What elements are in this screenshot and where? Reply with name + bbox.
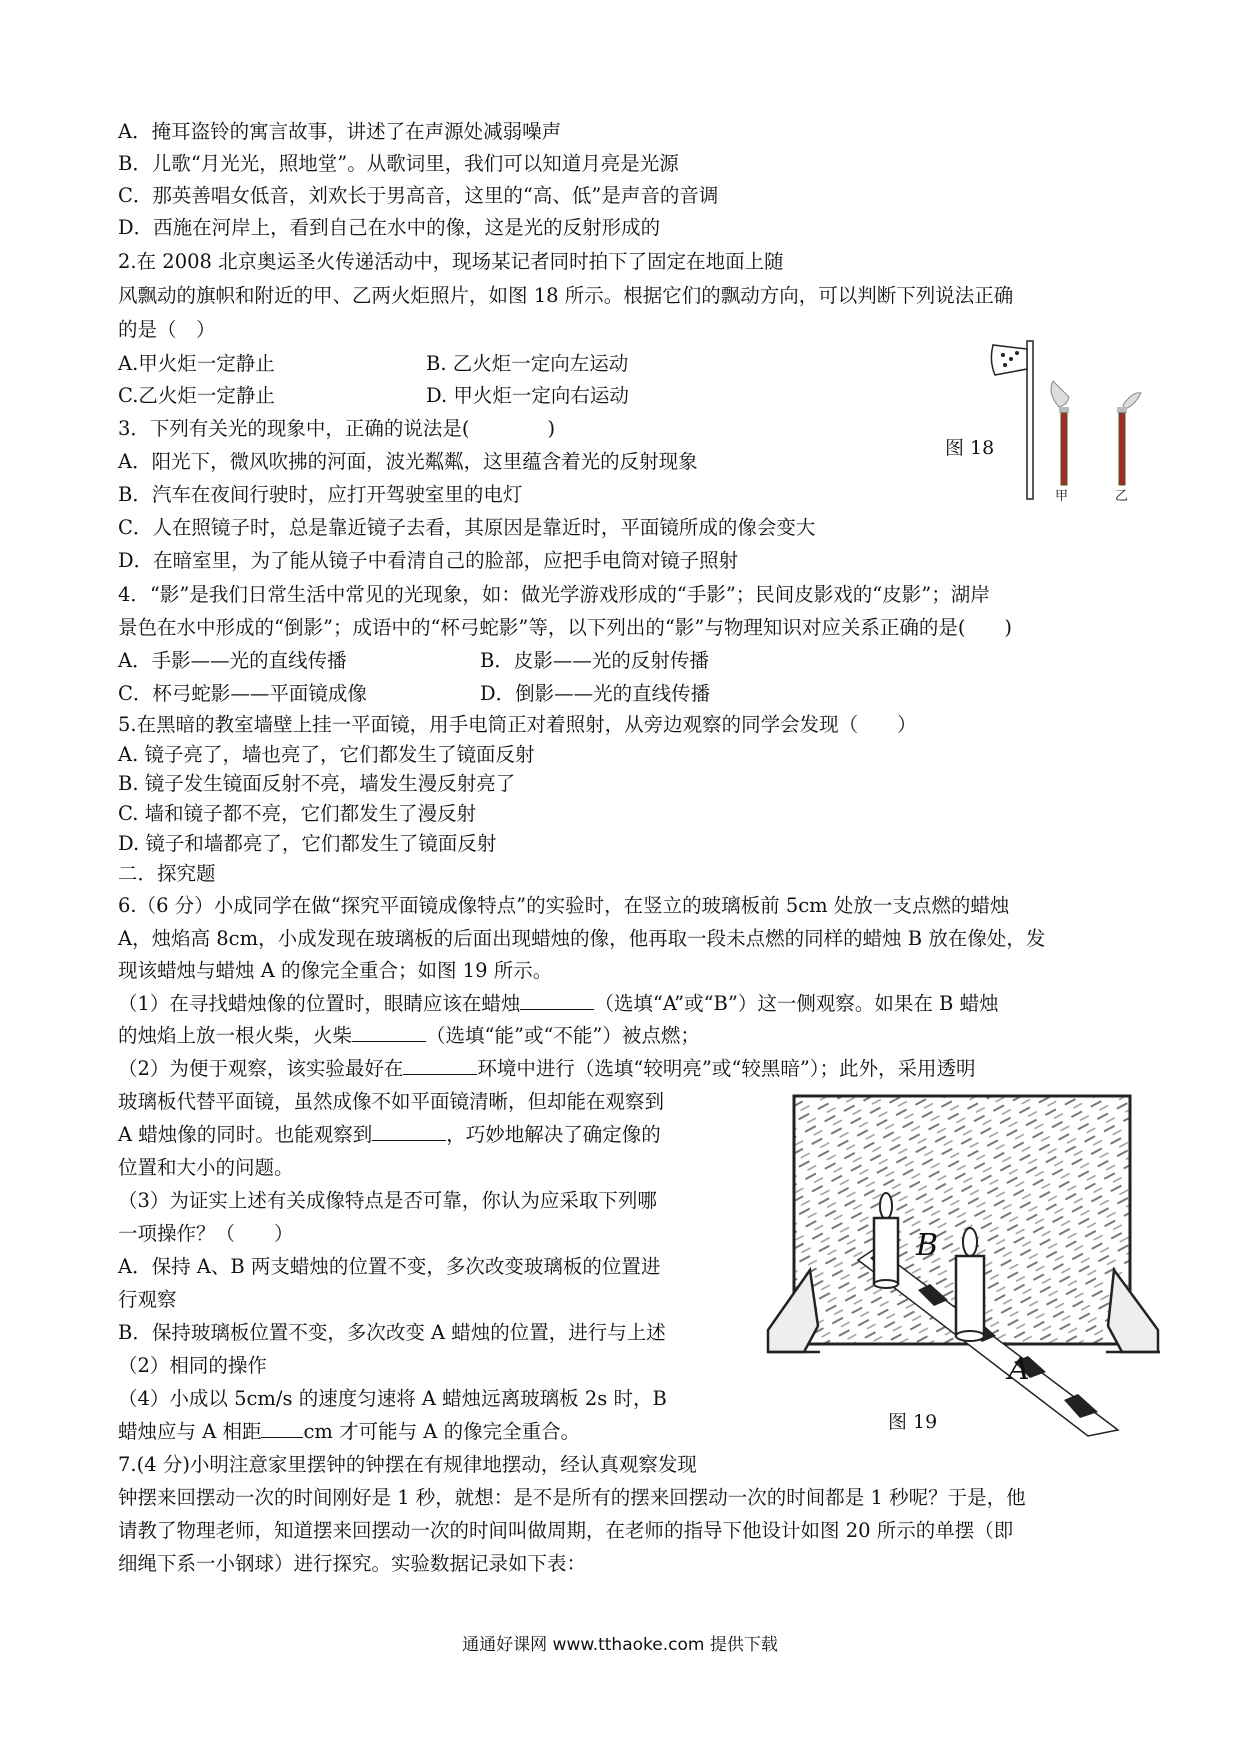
q5-option-a: A. 镜子亮了，墙也亮了，它们都发生了镜面反射 bbox=[118, 743, 535, 766]
q5-option-d: D. 镜子和墙都亮了，它们都发生了镜面反射 bbox=[118, 832, 497, 855]
q2-option-a: A.甲火炬一定静止 bbox=[118, 352, 275, 375]
q6-part3-line-2: 一项操作？（ ） bbox=[118, 1222, 294, 1245]
torch-label-yi: 乙 bbox=[1115, 489, 1129, 504]
q6-part4-line-1: （4）小成以 5cm/s 的速度匀速将 A 蜡烛远离玻璃板 2s 时，B bbox=[118, 1387, 667, 1410]
plane-mirror-experiment-illustration bbox=[758, 1090, 1170, 1440]
candle-b-label: B bbox=[916, 1228, 939, 1263]
section-heading: 二．探究题 bbox=[118, 862, 216, 885]
q4-stem-line-1: 4．“影”是我们日常生活中常见的光现象，如：做光学游戏形成的“手影”；民间皮影戏的“皮影”；湖岸 bbox=[118, 583, 990, 606]
q6-line-1: 6.（6 分）小成同学在做“探究平面镜成像特点”的实验时，在竖立的玻璃板前 5cm 处放一支点燃的蜡烛 bbox=[118, 894, 1010, 917]
q1-option-a: A．掩耳盗铃的寓言故事，讲述了在声源处减弱噪声 bbox=[118, 120, 562, 143]
q2-option-c: C.乙火炬一定静止 bbox=[118, 384, 275, 407]
q6-part3-option-b-cont: （2）相同的操作 bbox=[118, 1354, 267, 1377]
page-footer: 通通好课网 www.tthaoke.com 提供下载 bbox=[462, 1635, 778, 1655]
q6-part1-line-1: （1）在寻找蜡烛像的位置时，眼睛应该在蜡烛 （选填“A”或“B”）这一侧观察。如果在 B 蜡烛 bbox=[118, 992, 999, 1015]
q3-option-d: D．在暗室里，为了能从镜子中看清自己的脸部，应把手电筒对镜子照射 bbox=[118, 549, 739, 572]
q6-line-2: A，烛焰高 8cm，小成发现在玻璃板的后面出现蜡烛的像，他再取一段未点燃的同样的蜡烛 B 放在像处，发 bbox=[118, 927, 1046, 950]
q6-part2-line-1: （2）为便于观察，该实验最好在 环境中进行（选填“较明亮”或“较黑暗”）；此外，采用透明 bbox=[118, 1057, 976, 1080]
answer-blank[interactable] bbox=[261, 1419, 303, 1438]
candle-a-label: A bbox=[1008, 1352, 1030, 1387]
q6-part1-line-2: 的烛焰上放一根火柴，火柴 （选填“能”或“不能”）被点燃； bbox=[118, 1024, 700, 1047]
figure-18 bbox=[975, 335, 1145, 505]
q6-part3-option-a: A．保持 A、B 两支蜡烛的位置不变，多次改变玻璃板的位置进 bbox=[118, 1255, 661, 1278]
q2-option-d: D. 甲火炬一定向右运动 bbox=[426, 384, 629, 407]
q6-line-3: 现该蜡烛与蜡烛 A 的像完全重合；如图 19 所示。 bbox=[118, 959, 553, 982]
q7-line-4: 细绳下系一小钢球）进行探究。实验数据记录如下表： bbox=[118, 1552, 587, 1575]
q4-option-c: C．杯弓蛇影——平面镜成像 bbox=[118, 682, 367, 705]
q3-stem: 3．下列有关光的现象中，正确的说法是( ) bbox=[118, 417, 556, 440]
q7-line-1: 7.(4 分)小明注意家里摆钟的钟摆在有规律地摆动，经认真观察发现 bbox=[118, 1453, 697, 1476]
q3-option-b: B．汽车在夜间行驶时，应打开驾驶室里的电灯 bbox=[118, 483, 523, 506]
q2-option-b: B. 乙火炬一定向左运动 bbox=[426, 352, 629, 375]
figure-18-caption: 图 18 bbox=[945, 437, 995, 459]
q6-part2-line-2: 玻璃板代替平面镜，虽然成像不如平面镜清晰，但却能在观察到 bbox=[118, 1090, 665, 1113]
q2-stem-line-3: 的是（ ） bbox=[118, 318, 216, 341]
q4-option-a: A．手影——光的直线传播 bbox=[118, 649, 347, 672]
q5-stem: 5.在黑暗的教室墙壁上挂一平面镜，用手电筒正对着照射，从旁边观察的同学会发现（ ） bbox=[118, 713, 917, 736]
answer-blank[interactable] bbox=[352, 1023, 426, 1042]
q7-line-2: 钟摆来回摆动一次的时间刚好是 1 秒，就想：是不是所有的摆来回摆动一次的时间都是 1 秒呢？于是，他 bbox=[118, 1486, 1026, 1509]
q3-option-c: C．人在照镜子时，总是靠近镜子去看，其原因是靠近时，平面镜所成的像会变大 bbox=[118, 516, 816, 539]
answer-blank[interactable] bbox=[372, 1122, 446, 1141]
flag-and-torches-illustration bbox=[975, 335, 1145, 505]
q6-part3-option-a-cont: 行观察 bbox=[118, 1288, 177, 1311]
q5-option-b: B. 镜子发生镜面反射不亮，墙发生漫反射亮了 bbox=[118, 772, 516, 795]
q7-line-3: 请教了物理老师，知道摆来回摆动一次的时间叫做周期，在老师的指导下他设计如图 20 所示的单摆（即 bbox=[118, 1519, 1014, 1542]
torch-label-jia: 甲 bbox=[1055, 489, 1069, 504]
q6-part2-line-3: A 蜡烛像的同时。也能观察到 ，巧妙地解决了确定像的 bbox=[118, 1123, 661, 1146]
q1-option-d: D．西施在河岸上，看到自己在水中的像，这是光的反射形成的 bbox=[118, 216, 661, 239]
figure-19 bbox=[758, 1090, 1170, 1440]
q6-part4-line-2: 蜡烛应与 A 相距 cm 才可能与 A 的像完全重合。 bbox=[118, 1420, 581, 1443]
figure-19-caption: 图 19 bbox=[888, 1411, 938, 1433]
q4-option-d: D．倒影——光的直线传播 bbox=[480, 682, 711, 705]
q4-stem-line-2: 景色在水中形成的“倒影”；成语中的“杯弓蛇影”等，以下列出的“影”与物理知识对应关系正确的是( ) bbox=[118, 616, 1013, 639]
q6-part3-option-b: B．保持玻璃板位置不变，多次改变 A 蜡烛的位置，进行与上述 bbox=[118, 1321, 666, 1344]
q5-option-c: C. 墙和镜子都不亮，它们都发生了漫反射 bbox=[118, 802, 477, 825]
q1-option-c: C．那英善唱女低音，刘欢长于男高音，这里的“高、低”是声音的音调 bbox=[118, 184, 719, 207]
q3-option-a: A．阳光下，微风吹拂的河面，波光粼粼，这里蕴含着光的反射现象 bbox=[118, 450, 698, 473]
q6-part3-line-1: （3）为证实上述有关成像特点是否可靠，你认为应采取下列哪 bbox=[118, 1189, 657, 1212]
q1-option-b: B．儿歌“月光光，照地堂”。从歌词里，我们可以知道月亮是光源 bbox=[118, 152, 679, 175]
q2-stem-line-1: 2.在 2008 北京奥运圣火传递活动中，现场某记者同时拍下了固定在地面上随 bbox=[118, 250, 784, 273]
answer-blank[interactable] bbox=[403, 1056, 477, 1075]
q4-option-b: B．皮影——光的反射传播 bbox=[480, 649, 709, 672]
q2-stem-line-2: 风飘动的旗帜和附近的甲、乙两火炬照片，如图 18 所示。根据它们的飘动方向，可以判断下列说法正确 bbox=[118, 284, 1014, 307]
answer-blank[interactable] bbox=[520, 991, 594, 1010]
q6-part2-line-4: 位置和大小的问题。 bbox=[118, 1156, 294, 1179]
